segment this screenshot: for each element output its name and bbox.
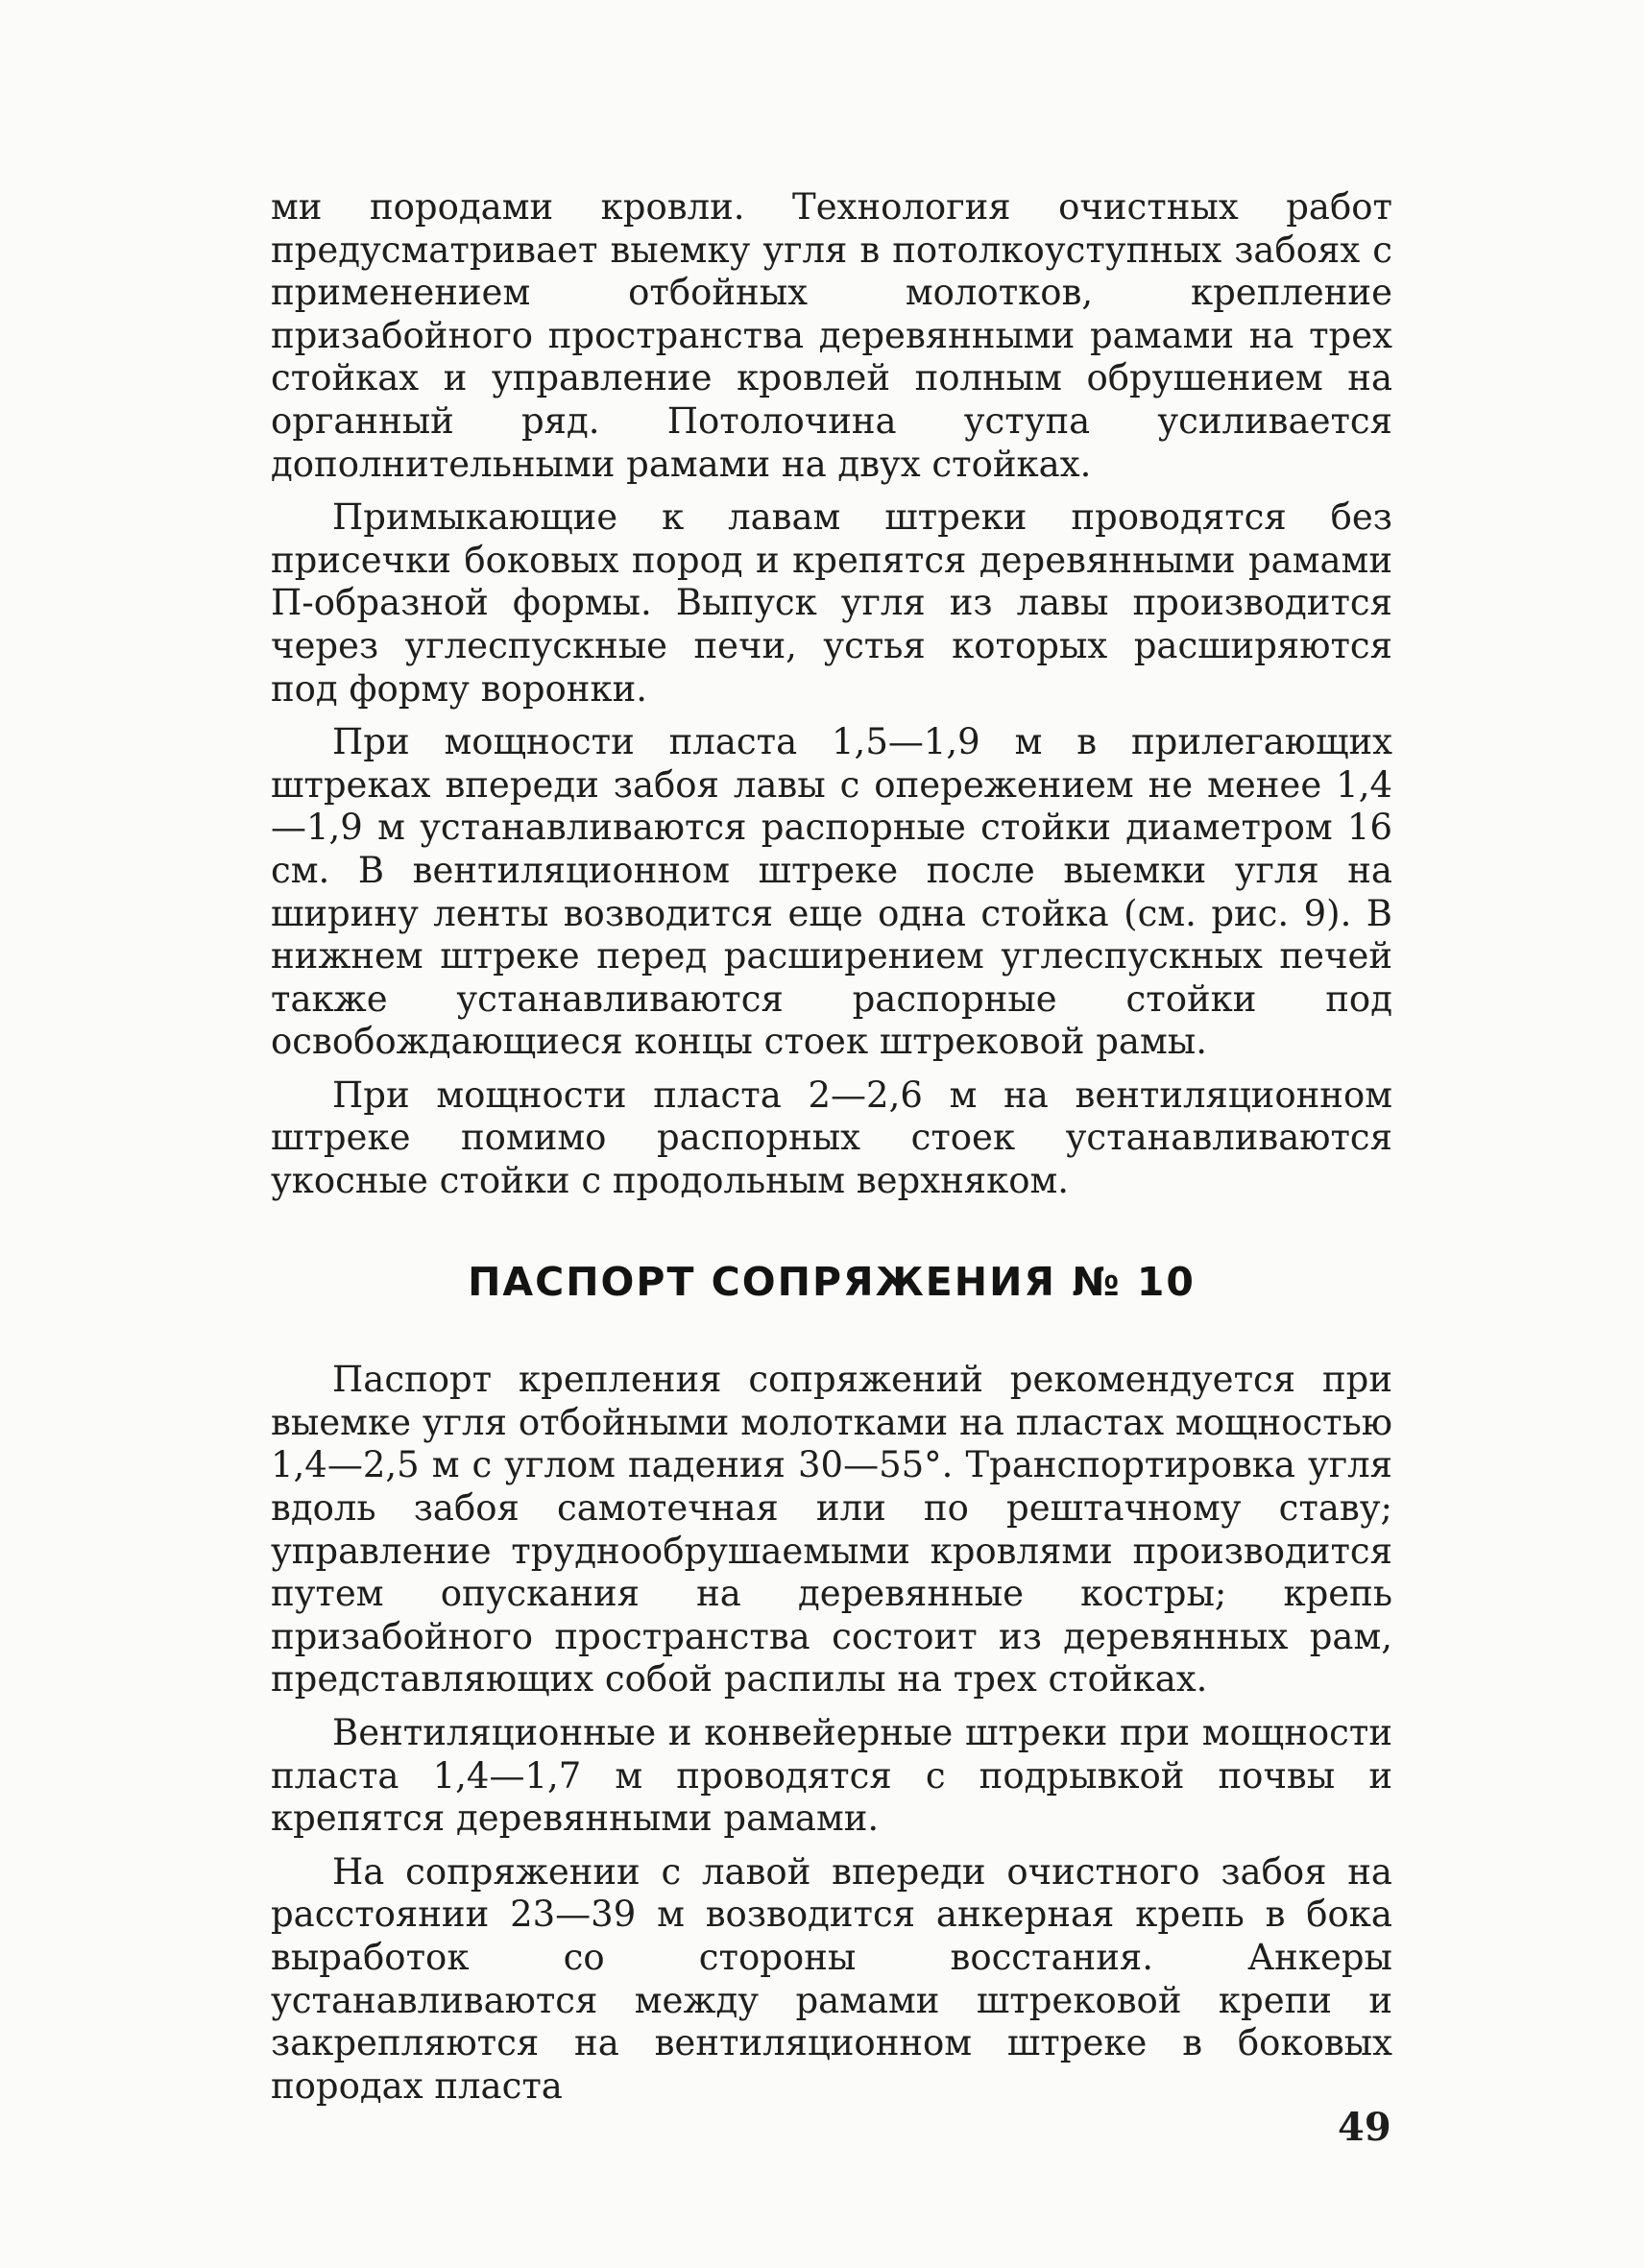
page-number: 49 bbox=[1338, 2105, 1391, 2150]
paragraph: Примыкающие к лавам штреки проводятся без присечки боковых пород и крепятся деревянными рамами П-образной формы. Выпуск угля из лавы производится через углеспускные печи, устья которых расширяются под форму воронки. bbox=[271, 496, 1392, 710]
paragraph: ми породами кровли. Технология очистных работ предусматривает выемку угля в потолкоуступных забоях с применением отбойных молотков, крепление призабойного пространства деревянными рамами на трех стойках и управление кровлей полным обрушением на органный ряд. Потолочина уступа усиливается дополнительными рамами на двух стойках. bbox=[271, 186, 1392, 485]
paragraph: Паспорт крепления сопряжений рекомендуется при выемке угля отбойными молотками на пластах мощностью 1,4—2,5 м с углом падения 30—55°. Транспортировка угля вдоль забоя самотечная или по рештачному ставу; управление труднообрушаемыми кровлями производится путем опускания на деревянные костры; крепь призабойного пространства состоит из деревянных рам, представляющих собой распилы на трех стойках. bbox=[271, 1359, 1392, 1701]
page-body bbox=[271, 186, 1392, 2118]
paragraph: При мощности пласта 2—2,6 м на вентиляционном штреке помимо распорных стоек устанавливаются укосные стойки с продольным верхняком. bbox=[271, 1074, 1392, 1202]
paragraph: При мощности пласта 1,5—1,9 м в прилегающих штреках впереди забоя лавы с опережением не менее 1,4—1,9 м устанавливаются распорные стойки диаметром 16 см. В вентиляционном штреке после выемки угля на ширину ленты возводится еще одна стойка (см. рис. 9). В нижнем штреке перед расширением углеспускных печей также устанавливаются распорные стойки под освобождающиеся концы стоек штрековой рамы. bbox=[271, 721, 1392, 1063]
paragraph: На сопряжении с лавой впереди очистного забоя на расстоянии 23—39 м возводится анкерная крепь в бока выработок со стороны восстания. Анкеры устанавливаются между рамами штрековой крепи и закрепляются на вентиляционном штреке в боковых породах пласта bbox=[271, 1850, 1392, 2107]
section-heading: ПАСПОРТ СОПРЯЖЕНИЯ № 10 bbox=[468, 1258, 1196, 1305]
paragraph: Вентиляционные и конвейерные штреки при мощности пласта 1,4—1,7 м проводятся с подрывкой почвы и крепятся деревянными рамами. bbox=[271, 1712, 1392, 1840]
